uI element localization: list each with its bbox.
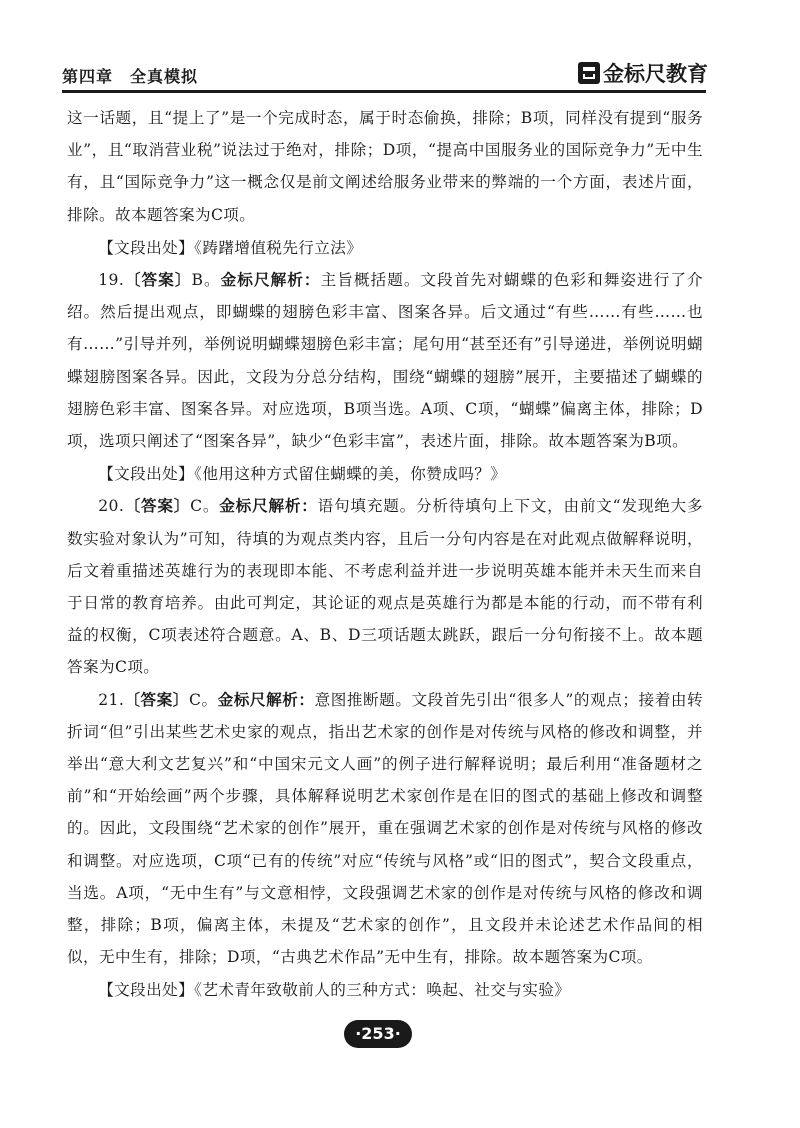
question-number: 19. (98, 271, 125, 290)
chapter-title: 第四章 全真模拟 (62, 67, 199, 86)
continuation-paragraph: 这一话题，且“提上了”是一个完成时态，属于时态偷换，排除；B项，同样没有提到“服务业”，且“取消营业税”说法过于绝对，排除；D项，“提高中国服务业的国际竞争力”无中生有，且“国际竞争力”这一概念仅是前文阐述给服务业带来的弊端的一个方面，表述片面，排除。故本题答案为C项。 (67, 109, 703, 224)
brand-logo (578, 60, 708, 86)
answer-label: 〔答案〕 (124, 271, 192, 290)
answer-label: 〔答案〕 (124, 497, 191, 516)
source-note-1: 【文段出处】《踌躇增值税先行立法》 (98, 238, 363, 257)
analysis-text: 语句填充题。分析待填句上下文，由前文“发现绝大多数实验对象认为”可知，待填的为观点类内容，且后一分句内容是在对此观点做解释说明，后文着重描述英雄行为的表现即本能、不考虑利益并进一步说明英雄本能并未天生而来自于日常的教育培养。由此可判定，其论证的观点是英雄行为都是本能的行动，而不带有利益的权衡，C项表述符合题意。A、B、D三项话题太跳跃，跟后一分句衔接不上。故本题答案为C项。 (67, 497, 704, 677)
brand-logo-icon (578, 62, 600, 84)
analysis-label: 金标尺解析： (217, 690, 315, 709)
question-21 (67, 684, 703, 974)
analysis-text: 意图推断题。文段首先引出“很多人”的观点；接着由转折词“但”引出某些艺术史家的观点，指出艺术家的创作是对传统与风格的修改和调整，并举出“意大利文艺复兴”和“中国宋元文人画”的例子进行解释说明；最后利用“准备题材之前”和“开始绘画”两个步骤，具体解释说明艺术家创作是在旧的图式的基础上修改和调整的。因此，文段围绕“艺术家的创作”展开，重在强调艺术家的创作是对传统与风格的修改和调整。对应选项，C项“已有的传统”对应“传统与风格”或“旧的图式”，契合文段重点，当选。A项，“无中生有”与文意相悖，文段强调艺术家的创作是对传统与风格的修改和调整，排除；B项，偏离主体，未提及“艺术家的创作”，且文段并未论述艺术作品间的相似，无中生有，排除；D项，“古典艺术作品”无中生有，排除。故本题答案为C项。 (67, 690, 704, 967)
question-20 (67, 490, 703, 683)
brand-name: 金标尺教育 (603, 62, 708, 86)
source-note-3: 【文段出处】《艺术青年致敬前人的三种方式：唤起、社交与实验》 (98, 981, 571, 1000)
header-rule (62, 90, 706, 93)
answer-value: C。 (190, 497, 220, 516)
question-19 (67, 264, 703, 457)
source-note-2: 【文段出处】《他用这种方式留住蝴蝶的美，你赞成吗？》 (98, 465, 507, 484)
analysis-label: 金标尺解析： (219, 497, 318, 516)
page-content (67, 102, 703, 1007)
analysis-label: 金标尺解析： (220, 271, 321, 290)
page-number: ·253· (344, 1020, 412, 1048)
page-header (62, 56, 706, 92)
answer-value: B。 (191, 271, 221, 290)
answer-value: C。 (188, 690, 218, 709)
answer-label: 〔答案〕 (124, 690, 189, 709)
analysis-text: 主旨概括题。文段首先对蝴蝶的色彩和舞姿进行了介绍。然后提出观点，即蝴蝶的翅膀色彩丰富、图案各异。后文通过“有些……有些……也有……”引导并列，举例说明蝴蝶翅膀色彩丰富；尾句用“甚至还有”引导递进，举例说明蝴蝶翅膀图案各异。因此，文段为分总分结构，围绕“蝴蝶的翅膀”展开，主要描述了蝴蝶的翅膀色彩丰富、图案各异。对应选项，B项当选。A项、C项，“蝴蝶”偏离主体，排除；D项，选项只阐述了“图案各异”，缺少“色彩丰富”，表述片面，排除。故本题答案为B项。 (67, 271, 703, 451)
question-number: 20. (98, 497, 125, 516)
question-number: 21. (98, 690, 125, 709)
